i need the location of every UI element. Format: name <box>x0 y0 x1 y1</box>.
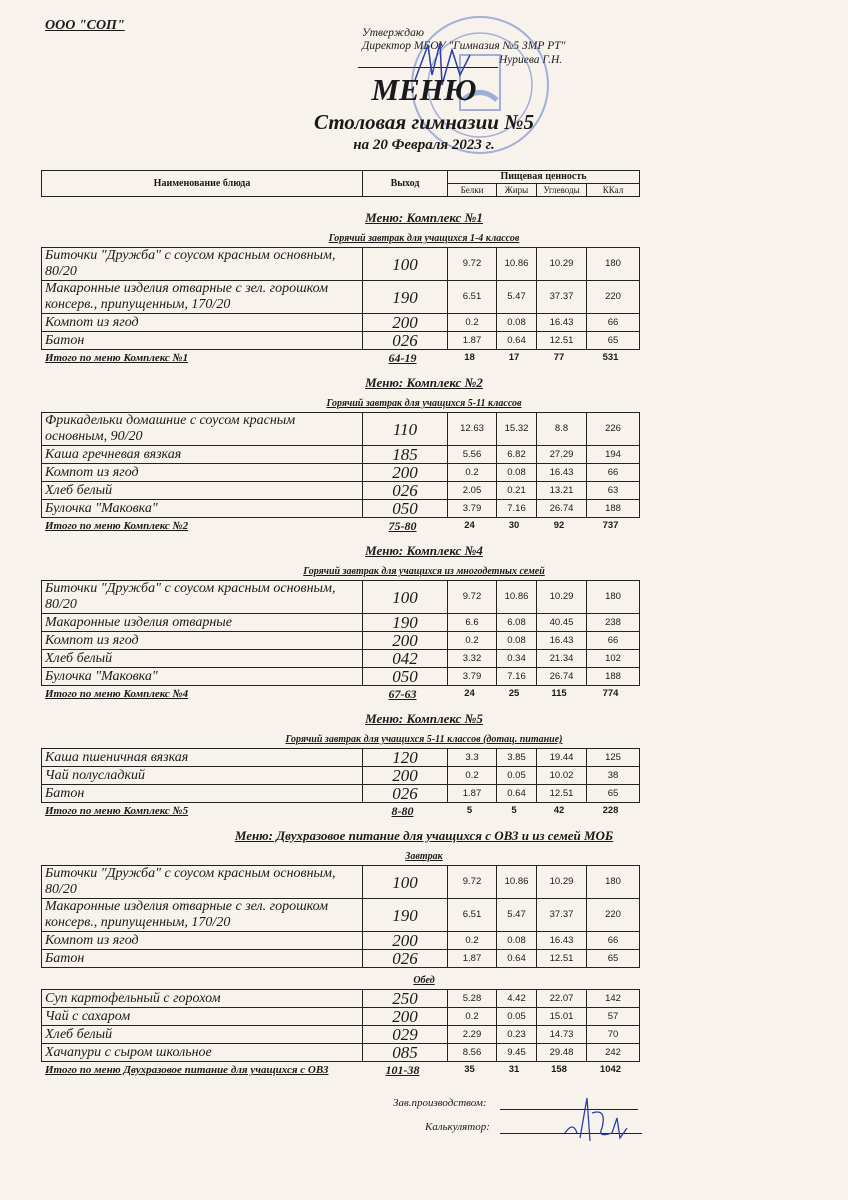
group-subtitle-text: Горячий завтрак для учащихся из многодетных семей <box>303 566 545 577</box>
dish-protein: 3.32 <box>448 650 497 668</box>
total-carbs: 115 <box>551 688 567 699</box>
dish-protein: 9.72 <box>448 248 497 281</box>
table-row <box>42 1026 640 1044</box>
table-row <box>42 581 640 614</box>
organization-name: ООО "СОП" <box>45 18 125 33</box>
table-row <box>42 950 640 968</box>
dish-fat: 9.45 <box>497 1044 537 1062</box>
approval-position: Директор МБОУ "Гимназия №5 ЗМР РТ" <box>362 40 566 52</box>
section-title <box>0 711 848 727</box>
dish-name: Каша гречневая вязкая <box>42 446 363 464</box>
dish-name: Каша пшеничная вязкая <box>42 749 363 767</box>
dish-fat: 3.85 <box>497 749 537 767</box>
table-row <box>42 899 640 932</box>
dish-kcal: 220 <box>587 899 640 932</box>
dish-carbs: 10.29 <box>537 581 587 614</box>
dish-output: 100 <box>363 248 448 281</box>
dish-carbs: 37.37 <box>537 281 587 314</box>
dish-output: 100 <box>363 581 448 614</box>
dish-fat: 10.86 <box>497 866 537 899</box>
table-row <box>42 932 640 950</box>
total-row <box>41 352 639 365</box>
dish-protein: 2.05 <box>448 482 497 500</box>
dish-output: 190 <box>363 899 448 932</box>
total-carbs: 92 <box>553 520 565 531</box>
dish-protein: 1.87 <box>448 950 497 968</box>
calculator-label: Калькулятор: <box>425 1121 490 1133</box>
total-row <box>41 1064 639 1077</box>
total-protein: 5 <box>466 805 473 816</box>
menu-date: на 20 Февраля 2023 г. <box>353 137 495 153</box>
total-protein: 24 <box>464 520 475 531</box>
dish-output: 085 <box>363 1044 448 1062</box>
section-title-text: Меню: Двухразовое питание для учащихся с ОВЗ и из семей МОБ <box>234 828 614 843</box>
dish-fat: 6.82 <box>497 446 537 464</box>
dish-output: 200 <box>363 932 448 950</box>
dish-fat: 0.08 <box>497 464 537 482</box>
dish-name: Компот из ягод <box>42 314 363 332</box>
section-title-text: Меню: Комплекс №1 <box>365 210 483 225</box>
dish-kcal: 66 <box>587 632 640 650</box>
dish-name: Хлеб белый <box>42 482 363 500</box>
dish-carbs: 21.34 <box>537 650 587 668</box>
dish-carbs: 26.74 <box>537 668 587 686</box>
dish-kcal: 242 <box>587 1044 640 1062</box>
dish-protein: 0.2 <box>448 932 497 950</box>
total-kcal: 1042 <box>599 1064 622 1075</box>
total-protein: 35 <box>464 1064 475 1075</box>
total-fat: 17 <box>508 352 520 363</box>
header-output: Выход <box>363 171 448 197</box>
dish-carbs: 16.43 <box>537 314 587 332</box>
dish-kcal: 66 <box>587 464 640 482</box>
dish-protein: 6.6 <box>448 614 497 632</box>
document-title: МЕНЮ <box>371 72 477 107</box>
total-row <box>41 805 639 818</box>
table-row <box>42 281 640 314</box>
dish-fat: 0.05 <box>497 767 537 785</box>
dish-kcal: 180 <box>587 248 640 281</box>
total-carbs: 77 <box>553 352 565 363</box>
dish-name: Хачапури с сыром школьное <box>42 1044 363 1062</box>
total-output: 8-80 <box>391 804 414 818</box>
menu-sections <box>0 200 848 1153</box>
group-subtitle-text: Горячий завтрак для учащихся 5-11 классов (дотац. питание) <box>285 734 563 745</box>
total-output: 67-63 <box>388 687 417 701</box>
dish-carbs: 37.37 <box>537 899 587 932</box>
table-row <box>42 990 640 1008</box>
dish-output: 200 <box>363 632 448 650</box>
total-row <box>41 520 639 533</box>
group-subtitle <box>0 733 848 746</box>
dish-kcal: 188 <box>587 668 640 686</box>
dish-output: 026 <box>363 950 448 968</box>
group-subtitle <box>0 850 848 863</box>
header-protein: Белки <box>448 184 497 197</box>
dish-protein: 0.2 <box>448 464 497 482</box>
total-kcal: 737 <box>602 520 619 531</box>
total-label: Итого по меню Комплекс №1 <box>45 352 189 364</box>
total-label: Итого по меню Комплекс №4 <box>45 688 189 700</box>
total-output: 75-80 <box>388 519 417 533</box>
dish-fat: 15.32 <box>497 413 537 446</box>
dish-kcal: 125 <box>587 749 640 767</box>
table-row <box>42 482 640 500</box>
dish-fat: 0.64 <box>497 950 537 968</box>
table-row <box>42 749 640 767</box>
dish-kcal: 188 <box>587 500 640 518</box>
dish-fat: 5.47 <box>497 281 537 314</box>
menu-table <box>41 247 640 350</box>
dish-carbs: 16.43 <box>537 932 587 950</box>
total-output: 64-19 <box>388 351 417 365</box>
dish-carbs: 40.45 <box>537 614 587 632</box>
dish-fat: 0.64 <box>497 785 537 803</box>
total-fat: 31 <box>508 1064 520 1075</box>
dish-kcal: 65 <box>587 785 640 803</box>
dish-kcal: 38 <box>587 767 640 785</box>
dish-protein: 0.2 <box>448 767 497 785</box>
total-fat: 30 <box>508 520 520 531</box>
dish-kcal: 57 <box>587 1008 640 1026</box>
table-row <box>42 785 640 803</box>
dish-fat: 0.05 <box>497 1008 537 1026</box>
group-subtitle-text: Горячий завтрак для учащихся 5-11 классов <box>326 398 522 409</box>
menu-table <box>41 580 640 686</box>
header-kcal: ККал <box>587 184 640 197</box>
dish-name: Чай полусладкий <box>42 767 363 785</box>
section-title <box>0 210 848 226</box>
dish-fat: 0.08 <box>497 314 537 332</box>
section-title-text: Меню: Комплекс №2 <box>365 375 483 390</box>
menu-table <box>41 989 640 1062</box>
dish-kcal: 180 <box>587 581 640 614</box>
dish-fat: 7.16 <box>497 500 537 518</box>
dish-carbs: 13.21 <box>537 482 587 500</box>
table-row <box>42 446 640 464</box>
dish-fat: 4.42 <box>497 990 537 1008</box>
dish-fat: 10.86 <box>497 581 537 614</box>
table-row <box>42 650 640 668</box>
dish-kcal: 65 <box>587 950 640 968</box>
dish-protein: 9.72 <box>448 866 497 899</box>
dish-output: 200 <box>363 1008 448 1026</box>
dish-protein: 0.2 <box>448 1008 497 1026</box>
dish-kcal: 63 <box>587 482 640 500</box>
dish-protein: 9.72 <box>448 581 497 614</box>
menu-table <box>41 865 640 968</box>
dish-protein: 1.87 <box>448 332 497 350</box>
menu-table <box>41 748 640 803</box>
section-title-text: Меню: Комплекс №5 <box>365 711 483 726</box>
dish-carbs: 14.73 <box>537 1026 587 1044</box>
dish-kcal: 226 <box>587 413 640 446</box>
dish-name: Чай с сахаром <box>42 1008 363 1026</box>
header-carbs: Углеводы <box>537 184 587 197</box>
dish-output: 200 <box>363 464 448 482</box>
dish-output: 120 <box>363 749 448 767</box>
table-row <box>42 500 640 518</box>
dish-name: Компот из ягод <box>42 464 363 482</box>
dish-name: Булочка "Маковка" <box>42 668 363 686</box>
dish-carbs: 22.07 <box>537 990 587 1008</box>
dish-output: 026 <box>363 482 448 500</box>
dish-output: 110 <box>363 413 448 446</box>
menu-table <box>41 412 640 518</box>
dish-name: Фрикадельки домашние с соусом красным основным, 90/20 <box>42 413 363 446</box>
header-fat: Жиры <box>497 184 537 197</box>
dish-protein: 5.56 <box>448 446 497 464</box>
total-kcal: 774 <box>602 688 619 699</box>
table-row <box>42 332 640 350</box>
dish-name: Булочка "Маковка" <box>42 500 363 518</box>
dish-kcal: 102 <box>587 650 640 668</box>
dish-output: 050 <box>363 500 448 518</box>
dish-name: Макаронные изделия отварные с зел. горошком консерв., припущенным, 170/20 <box>42 281 363 314</box>
dish-output: 185 <box>363 446 448 464</box>
group-subtitle-text: Обед <box>413 975 435 986</box>
dish-output: 042 <box>363 650 448 668</box>
total-carbs: 42 <box>553 805 565 816</box>
dish-carbs: 12.51 <box>537 785 587 803</box>
dish-carbs: 12.51 <box>537 332 587 350</box>
dish-carbs: 12.51 <box>537 950 587 968</box>
group-subtitle <box>0 397 848 410</box>
total-protein: 24 <box>464 688 475 699</box>
dish-carbs: 27.29 <box>537 446 587 464</box>
dish-kcal: 65 <box>587 332 640 350</box>
table-row <box>42 464 640 482</box>
total-row <box>41 688 639 701</box>
dish-name: Батон <box>42 785 363 803</box>
approval-label: Утверждаю <box>362 27 424 39</box>
dish-kcal: 194 <box>587 446 640 464</box>
dish-carbs: 29.48 <box>537 1044 587 1062</box>
dish-kcal: 66 <box>587 314 640 332</box>
dish-protein: 2.29 <box>448 1026 497 1044</box>
dish-output: 026 <box>363 332 448 350</box>
dish-name: Суп картофельный с горохом <box>42 990 363 1008</box>
dish-output: 029 <box>363 1026 448 1044</box>
dish-kcal: 142 <box>587 990 640 1008</box>
dish-fat: 0.23 <box>497 1026 537 1044</box>
dish-carbs: 10.29 <box>537 248 587 281</box>
group-subtitle <box>0 565 848 578</box>
dish-name: Макаронные изделия отварные <box>42 614 363 632</box>
dish-kcal: 66 <box>587 932 640 950</box>
section-title-text: Меню: Комплекс №4 <box>365 543 483 558</box>
dish-carbs: 10.02 <box>537 767 587 785</box>
dish-kcal: 180 <box>587 866 640 899</box>
dish-kcal: 220 <box>587 281 640 314</box>
table-row <box>42 1008 640 1026</box>
total-label: Итого по меню Двухразовое питание для учащихся с ОВЗ <box>45 1064 329 1076</box>
dish-fat: 0.21 <box>497 482 537 500</box>
dish-output: 100 <box>363 866 448 899</box>
dish-name: Хлеб белый <box>42 1026 363 1044</box>
dish-kcal: 238 <box>587 614 640 632</box>
dish-output: 026 <box>363 785 448 803</box>
group-subtitle-text: Горячий завтрак для учащихся 1-4 классов <box>328 233 520 244</box>
total-label: Итого по меню Комплекс №2 <box>45 520 189 532</box>
dish-carbs: 8.8 <box>537 413 587 446</box>
table-row <box>42 767 640 785</box>
table-row <box>42 866 640 899</box>
dish-protein: 3.79 <box>448 668 497 686</box>
total-output: 101-38 <box>385 1063 420 1077</box>
table-row <box>42 1044 640 1062</box>
dish-fat: 0.34 <box>497 650 537 668</box>
table-row <box>42 248 640 281</box>
approval-name: Нуриева Г.Н. <box>499 54 563 66</box>
total-protein: 18 <box>464 352 475 363</box>
total-kcal: 531 <box>602 352 619 363</box>
group-subtitle <box>0 974 848 987</box>
dish-carbs: 10.29 <box>537 866 587 899</box>
dish-output: 200 <box>363 314 448 332</box>
total-carbs: 158 <box>551 1064 567 1075</box>
section-title <box>0 828 848 844</box>
dish-name: Батон <box>42 950 363 968</box>
dish-name: Батон <box>42 332 363 350</box>
table-row <box>42 314 640 332</box>
table-row <box>42 632 640 650</box>
production-manager-label: Зав.производством: <box>393 1097 487 1109</box>
dish-name: Биточки "Дружба" с соусом красным основным, 80/20 <box>42 866 363 899</box>
dish-protein: 6.51 <box>448 899 497 932</box>
dish-output: 190 <box>363 281 448 314</box>
dish-name: Макаронные изделия отварные с зел. горошком консерв., припущенным, 170/20 <box>42 899 363 932</box>
canteen-name: Столовая гимназии №5 <box>314 110 534 134</box>
header-dish-name: Наименование блюда <box>42 171 363 197</box>
dish-protein: 6.51 <box>448 281 497 314</box>
total-kcal: 228 <box>602 805 619 816</box>
dish-protein: 0.2 <box>448 632 497 650</box>
dish-carbs: 16.43 <box>537 632 587 650</box>
dish-protein: 0.2 <box>448 314 497 332</box>
total-fat: 25 <box>508 688 520 699</box>
signature-block <box>0 1093 848 1153</box>
table-row <box>42 413 640 446</box>
dish-name: Биточки "Дружба" с соусом красным основным, 80/20 <box>42 581 363 614</box>
group-subtitle <box>0 232 848 245</box>
dish-protein: 3.3 <box>448 749 497 767</box>
dish-carbs: 15.01 <box>537 1008 587 1026</box>
dish-carbs: 19.44 <box>537 749 587 767</box>
dish-output: 050 <box>363 668 448 686</box>
section-title <box>0 543 848 559</box>
dish-fat: 6.08 <box>497 614 537 632</box>
dish-output: 250 <box>363 990 448 1008</box>
dish-carbs: 16.43 <box>537 464 587 482</box>
dish-protein: 5.28 <box>448 990 497 1008</box>
table-header <box>41 170 640 197</box>
dish-output: 200 <box>363 767 448 785</box>
dish-protein: 3.79 <box>448 500 497 518</box>
table-row <box>42 668 640 686</box>
dish-fat: 0.08 <box>497 632 537 650</box>
dish-fat: 7.16 <box>497 668 537 686</box>
dish-fat: 10.86 <box>497 248 537 281</box>
section-title <box>0 375 848 391</box>
header-nutrition: Пищевая ценность <box>448 171 640 184</box>
dish-fat: 0.08 <box>497 932 537 950</box>
dish-output: 190 <box>363 614 448 632</box>
calculator-signature-icon <box>560 1093 640 1148</box>
dish-name: Компот из ягод <box>42 632 363 650</box>
dish-protein: 8.56 <box>448 1044 497 1062</box>
total-fat: 5 <box>511 805 517 816</box>
group-subtitle-text: Завтрак <box>405 851 443 862</box>
dish-name: Хлеб белый <box>42 650 363 668</box>
dish-carbs: 26.74 <box>537 500 587 518</box>
dish-protein: 1.87 <box>448 785 497 803</box>
dish-protein: 12.63 <box>448 413 497 446</box>
dish-fat: 0.64 <box>497 332 537 350</box>
dish-kcal: 70 <box>587 1026 640 1044</box>
dish-fat: 5.47 <box>497 899 537 932</box>
dish-name: Компот из ягод <box>42 932 363 950</box>
dish-name: Биточки "Дружба" с соусом красным основным, 80/20 <box>42 248 363 281</box>
total-label: Итого по меню Комплекс №5 <box>45 805 189 817</box>
table-row <box>42 614 640 632</box>
